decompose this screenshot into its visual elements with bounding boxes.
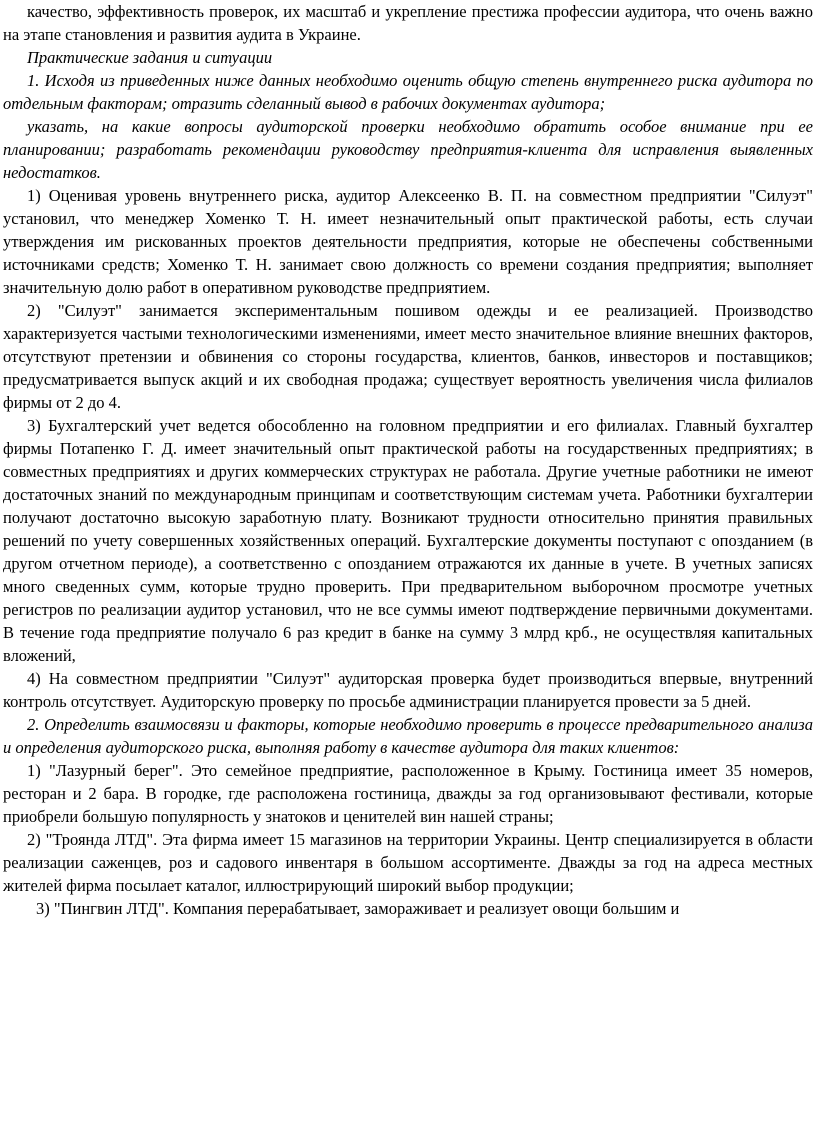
task-1-item-1: 1) Оценивая уровень внутреннего риска, аудитор Алексеенко В. П. на совместном предприятии "Силуэт" установил, что менеджер Хоменко Т. Н. имеет незначительный опыт практической работы, есть случаи утверждения им рискованных проектов деятельности предприятия, которые не обеспечены собственными источниками средств; Хоменко Т. Н. занимает свою должность со времени создания предприятия; выполняет значительную долю работ в оперативном руководстве предприятием. [3,186,813,297]
task-1-statement: 1. Исходя из приведенных ниже данных необходимо оценить общую степень внутреннего риска аудитора по отдельным факторам; отразить сделанный вывод в рабочих документах аудитора; [3,71,813,113]
paragraph-intro-continuation: качество, эффективность проверок, их масштаб и укрепление престижа профессии аудитора, что очень важно на этапе становления и развития аудита в Украине. [3,2,813,44]
task-2-item-3: 3) "Пингвин ЛТД". Компания перерабатывает, замораживает и реализует овощи большим и [36,899,680,918]
section-heading-practical-tasks: Практические задания и ситуации [27,48,273,67]
task-2-item-2: 2) "Троянда ЛТД". Эта фирма имеет 15 магазинов на территории Украины. Центр специализируется в области реализации саженцев, роз и садового инвентаря в большом ассортименте. Дважды за год на адреса местных жителей фирма посылает каталог, иллюстрирующий широкий выбор продукции; [3,830,813,895]
task-1-item-3: 3) Бухгалтерский учет ведется обособленно на головном предприятии и его филиалах. Главный бухгалтер фирмы Потапенко Г. Д. имеет значительный опыт практической работы на государственных предприятиях; в совместных предприятиях и других коммерческих структурах не работала. Другие учетные работники не имеют достаточных знаний по международным принципам и соответствующим системам учета. Работники бухгалтерии получают достаточно высокую заработную плату. Возникают трудности относительно принятия правильных решений по учету совершенных хозяйственных операций. Бухгалтерские документы поступают с опозданием (в другом отчетном периоде), а соответственно с опозданием отражаются их данные в учете. В учетных записях много сведенных сумм, которые трудно проверить. При предварительном выборочном просмотре учетных регистров по реализации аудитор установил, что не все суммы имеют подтверждение первичными документами. В течение года предприятие получало 6 раз кредит в банке на сумму 3 млрд крб., не осуществляя капитальных вложений, [3,416,813,665]
task-1-item-2: 2) "Силуэт" занимается экспериментальным пошивом одежды и ее реализацией. Производство характеризуется частыми технологическими изменениями, имеет место значительное влияние внешних факторов, отсутствуют претензии и обвинения со стороны государства, клиентов, банков, инвесторов и поставщиков; предусматривается выпуск акций и их свободная продажа; существует вероятность увеличения числа филиалов фирмы от 2 до 4. [3,301,813,412]
task-1-instructions: указать, на какие вопросы аудиторской проверки необходимо обратить особое внимание при ее планировании; разработать рекомендации руководству предприятия-клиента для исправления выявленных недостатков. [3,117,813,182]
task-1-item-4: 4) На совместном предприятии "Силуэт" аудиторская проверка будет производиться впервые, внутренний контроль отсутствует. Аудиторскую проверку по просьбе администрации планируется провести за 5 дней. [3,669,813,711]
task-2-item-1: 1) "Лазурный берег". Это семейное предприятие, расположенное в Крыму. Гостиница имеет 35 номеров, ресторан и 2 бара. В городке, где расположена гостиница, дважды за год организовывают фестивали, которые приобрели большую популярность у знатоков и ценителей вин нашей страны; [3,761,813,826]
task-2-statement: 2. Определить взаимосвязи и факторы, которые необходимо проверить в процессе предварительного анализа и определения аудиторского риска, выполняя работу в качестве аудитора для таких клиентов: [3,715,813,757]
